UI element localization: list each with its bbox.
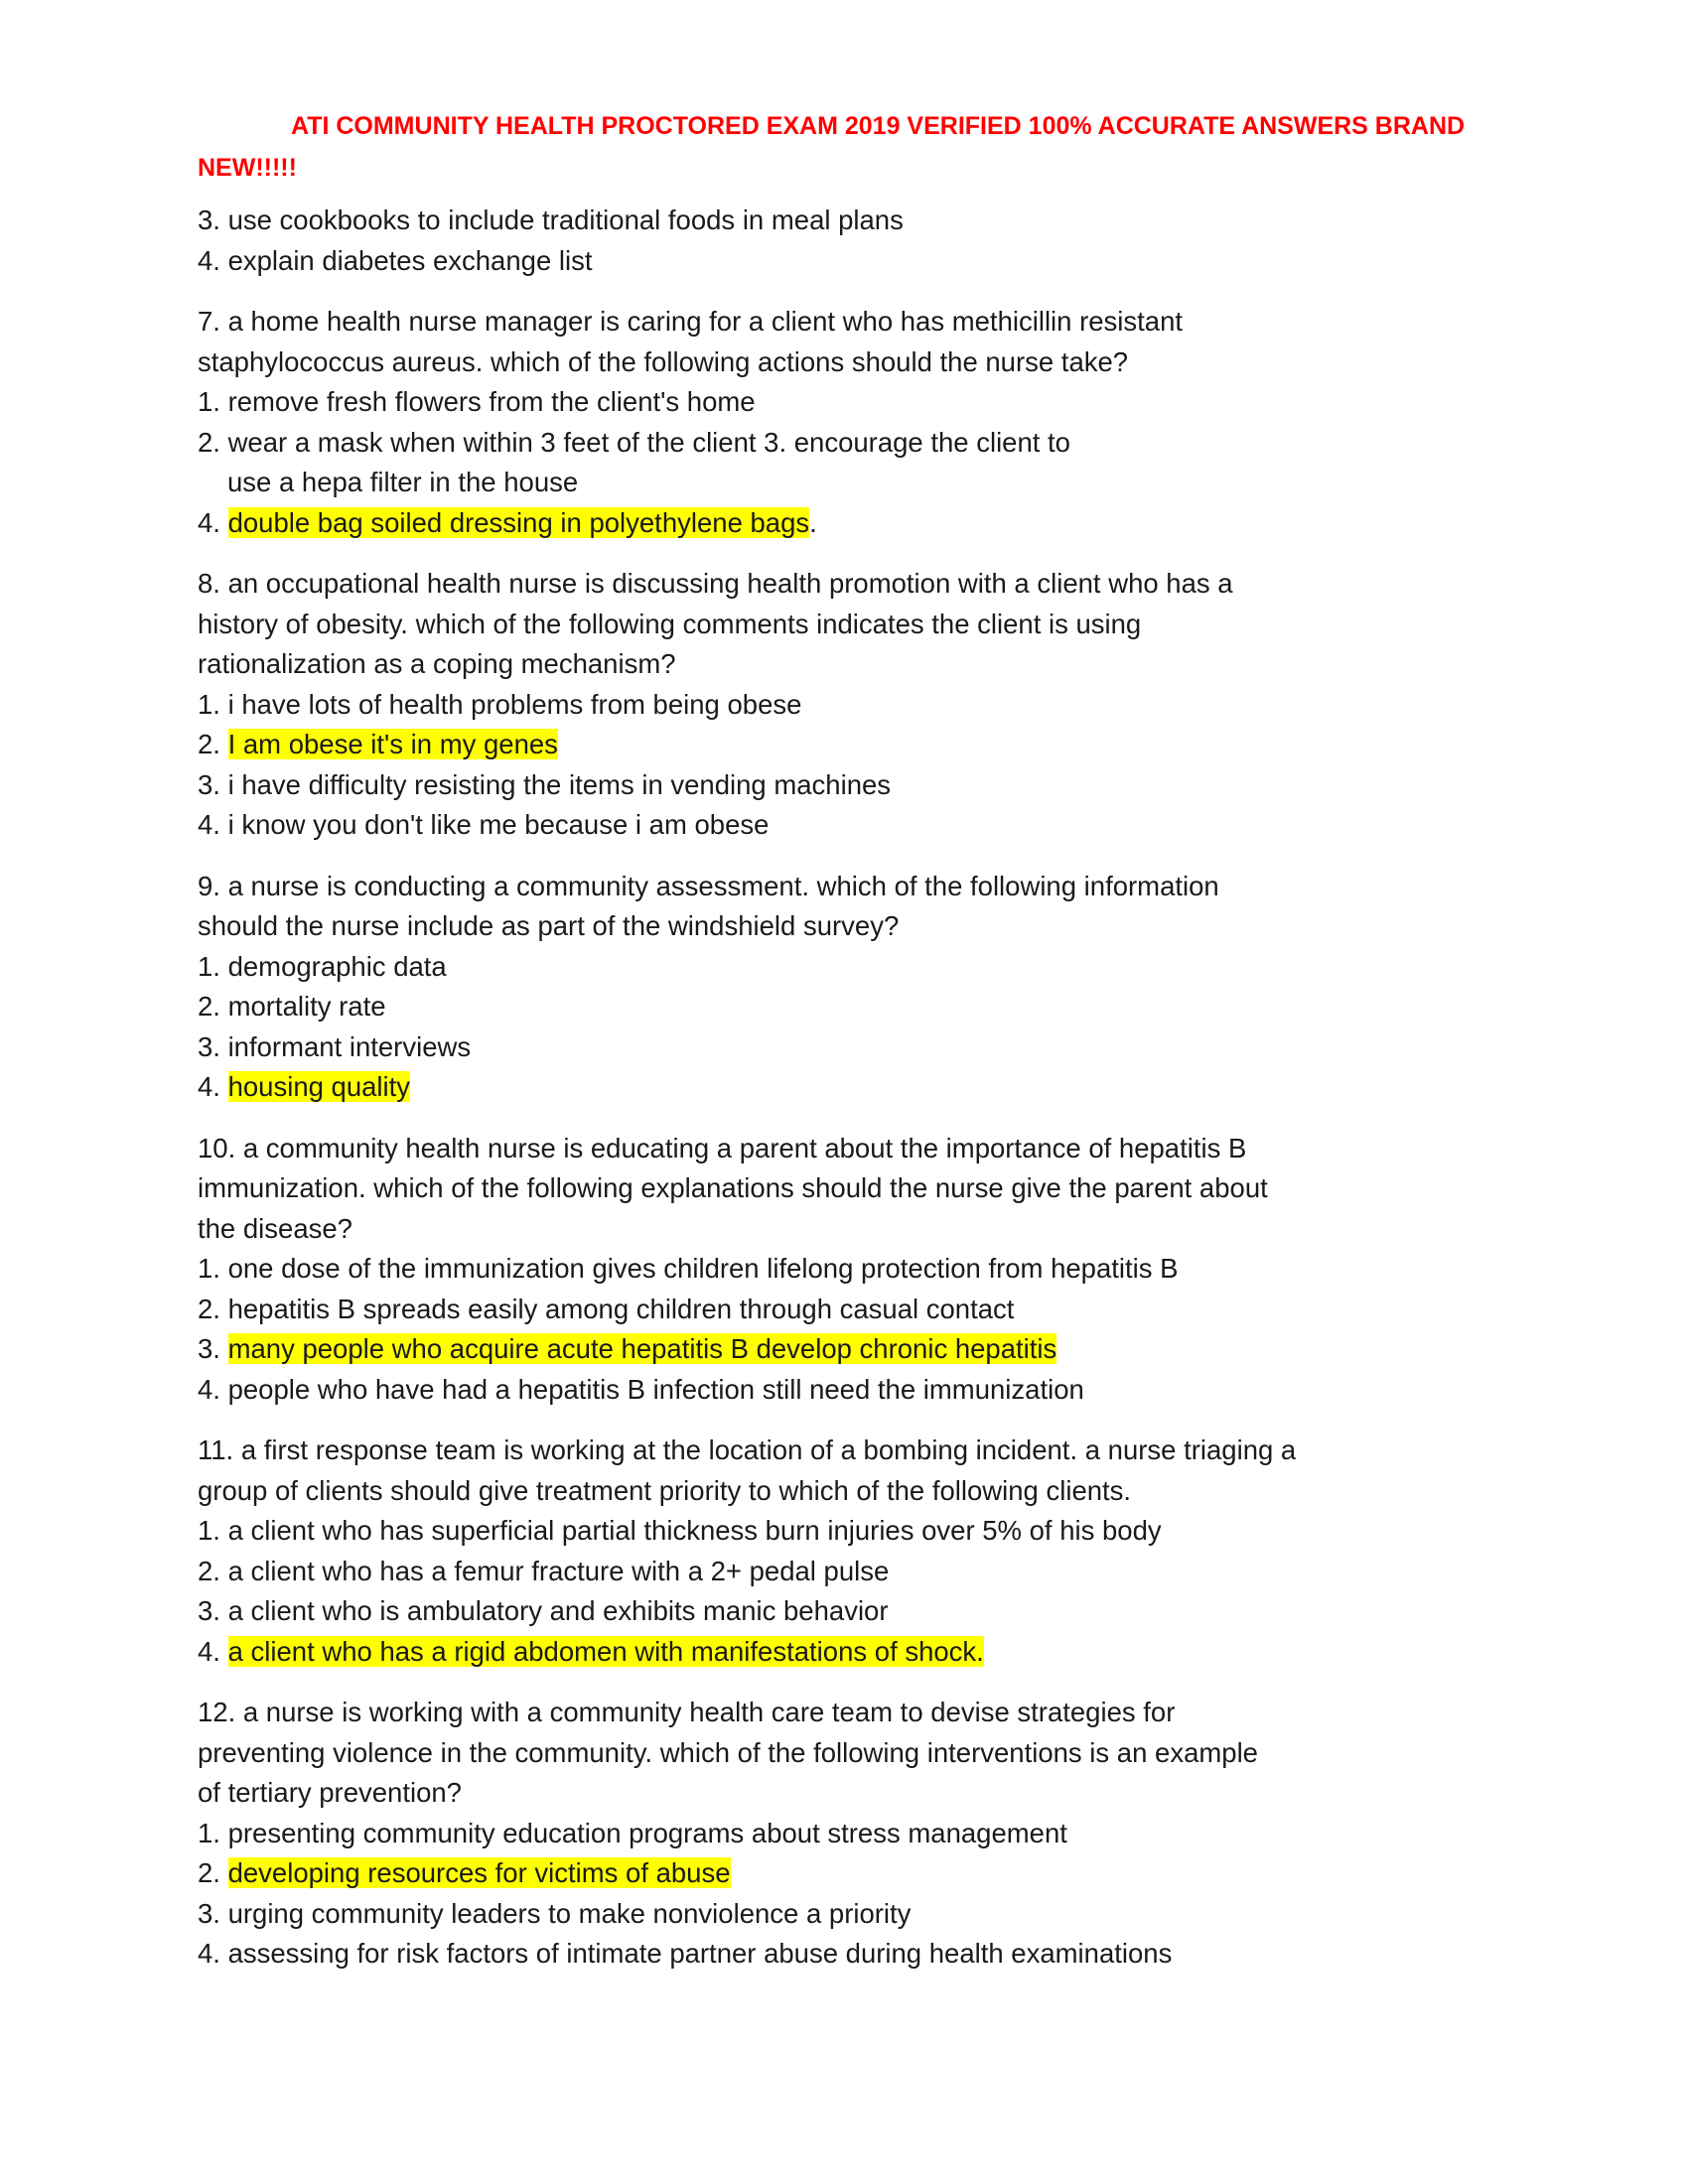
- question-stem: should the nurse include as part of the windshield survey?: [198, 910, 900, 941]
- intro-line: 3. use cookbooks to include traditional foods in meal plans: [198, 205, 904, 235]
- answer-option: 4. i know you don't like me because i am obese: [198, 809, 770, 840]
- answer-option: 1. demographic data: [198, 950, 447, 982]
- answer-option: 1. a client who has superficial partial thickness burn injuries over 5% of his body: [198, 1515, 1162, 1546]
- option-number: 3.: [198, 1333, 228, 1364]
- correct-answer-option: [198, 725, 1488, 765]
- document-title: ATI COMMUNITY HEALTH PROCTORED EXAM 2019 VERIFIED 100% ACCURATE ANSWERS BRAND NEW!!!!!: [198, 112, 1466, 182]
- answer-option: 1. remove fresh flowers from the client's home: [198, 386, 756, 417]
- answer-option: 2. mortality rate: [198, 991, 386, 1022]
- highlighted-answer: housing quality: [227, 1071, 411, 1102]
- answer-option: 1. i have lots of health problems from being obese: [198, 688, 802, 720]
- document-body: [198, 201, 1488, 1995]
- option-number: 2.: [198, 729, 228, 759]
- question-stem: 7. a home health nurse manager is caring for a client who has methicillin resistant: [198, 306, 1184, 337]
- intro-line: 4. explain diabetes exchange list: [198, 244, 593, 276]
- question-stem: staphylococcus aureus. which of the following actions should the nurse take?: [198, 345, 1129, 377]
- option-number: 4.: [198, 1635, 228, 1667]
- answer-option: 3. urging community leaders to make nonviolence a priority: [198, 1897, 912, 1929]
- question-11: [198, 1431, 1488, 1672]
- question-stem: immunization. which of the following explanations should the nurse give the parent about: [198, 1172, 1268, 1203]
- correct-answer-option: [198, 503, 1488, 544]
- option-number: 4.: [198, 1071, 228, 1102]
- answer-option: 4. assessing for risk factors of intimate partner abuse during health examinations: [198, 1938, 1173, 1969]
- question-stem: 12. a nurse is working with a community health care team to devise strategies for: [198, 1697, 1176, 1727]
- answer-option: 2. a client who has a femur fracture with a 2+ pedal pulse: [198, 1555, 890, 1586]
- question-stem: of tertiary prevention?: [198, 1777, 462, 1808]
- question-stem: rationalization as a coping mechanism?: [198, 648, 676, 679]
- correct-answer-option: [198, 1329, 1488, 1370]
- answer-option: 3. i have difficulty resisting the items in vending machines: [198, 768, 892, 800]
- highlighted-answer: many people who acquire acute hepatitis B develop chronic hepatitis: [227, 1333, 1057, 1364]
- answer-option: 1. one dose of the immunization gives children lifelong protection from hepatitis B: [198, 1253, 1179, 1284]
- answer-option: 2. wear a mask when within 3 feet of the client 3. encourage the client to: [198, 426, 1070, 458]
- question-stem: the disease?: [198, 1212, 352, 1244]
- question-10: [198, 1129, 1488, 1411]
- option-tail: .: [809, 506, 817, 538]
- correct-answer-option: [198, 1067, 1488, 1108]
- highlighted-answer: developing resources for victims of abuse: [227, 1857, 731, 1888]
- answer-option: 4. people who have had a hepatitis B infection still need the immunization: [198, 1373, 1084, 1405]
- correct-answer-option: [198, 1632, 1488, 1673]
- question-stem: 9. a nurse is conducting a community assessment. which of the following information: [198, 870, 1219, 901]
- highlighted-answer: a client who has a rigid abdomen with manifestations of shock.: [227, 1635, 984, 1667]
- answer-option: 2. hepatitis B spreads easily among children through casual contact: [198, 1293, 1015, 1324]
- question-stem: 8. an occupational health nurse is discussing health promotion with a client who has a: [198, 568, 1233, 599]
- question-stem: group of clients should give treatment priority to which of the following clients.: [198, 1474, 1132, 1506]
- question-7: [198, 302, 1488, 543]
- question-8: [198, 564, 1488, 846]
- question-stem: 10. a community health nurse is educating a parent about the importance of hepatitis B: [198, 1132, 1247, 1163]
- highlighted-answer: I am obese it's in my genes: [227, 729, 558, 759]
- option-number: 4.: [198, 506, 228, 538]
- question-stem: preventing violence in the community. which of the following interventions is an example: [198, 1736, 1258, 1768]
- answer-option-continuation: use a hepa filter in the house: [227, 467, 579, 497]
- option-number: 2.: [198, 1857, 228, 1888]
- answer-option: 1. presenting community education programs about stress management: [198, 1817, 1067, 1848]
- question-stem: history of obesity. which of the following comments indicates the client is using: [198, 608, 1142, 639]
- answer-option: 3. informant interviews: [198, 1030, 472, 1062]
- correct-answer-option: [198, 1853, 1488, 1894]
- highlighted-answer: double bag soiled dressing in polyethylene bags: [227, 506, 810, 538]
- question-stem: 11. a first response team is working at the location of a bombing incident. a nurse triaging a: [198, 1434, 1297, 1465]
- intro-block: [198, 201, 1488, 281]
- question-12: [198, 1693, 1488, 1975]
- question-9: [198, 867, 1488, 1108]
- answer-option: 3. a client who is ambulatory and exhibits manic behavior: [198, 1595, 889, 1626]
